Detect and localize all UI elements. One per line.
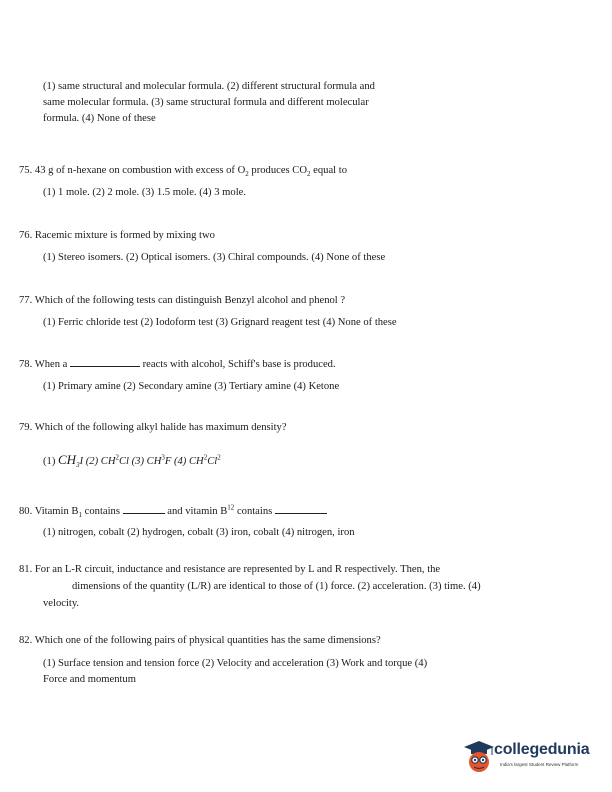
q82-option-line-2: Force and momentum (43, 674, 136, 685)
q75-stem: 75. 43 g of n-hexane on combustion with excess of $O_2$ produces $CO_2$ equal to (19, 165, 348, 179)
q77-options: (1) Ferric chloride test (2) Iodoform test (3) Grignard reagent test (4) None of these (43, 317, 397, 328)
q81-line-1: 81. For an L-R circuit, inductance and resistance are represented by L and R respectively. Then, the (19, 564, 441, 575)
q80-options: (1) nitrogen, cobalt (2) hydrogen, cobalt (3) iron, cobalt (4) nitrogen, iron (43, 527, 355, 538)
q79-options: (1) $CH_3I$ (2) $CH^2Cl$ (3) $CH^3F$ (4) $CH^2Cl^2$ (43, 452, 221, 470)
collegedunia-logo (462, 738, 592, 778)
q78-options: (1) Primary amine (2) Secondary amine (3) Tertiary amine (4) Ketone (43, 381, 340, 392)
q74-option-line-2: same molecular formula. (3) same structural formula and different molecular (43, 97, 369, 108)
q82-option-line-1: (1) Surface tension and tension force (2) Velocity and acceleration (3) Work and torque (4) (43, 658, 428, 669)
q76-stem: 76. Racemic mixture is formed by mixing two (19, 230, 215, 241)
q74-option-line-1: (1) same structural and molecular formula. (2) different structural formula and (43, 81, 375, 92)
q75-options: (1) 1 mole. (2) 2 mole. (3) 1.5 mole. (4) 3 mole. (43, 187, 246, 198)
q82-stem: 82. Which one of the following pairs of physical quantities has the same dimensions? (19, 635, 381, 646)
q76-options: (1) Stereo isomers. (2) Optical isomers. (3) Chiral compounds. (4) None of these (43, 252, 386, 263)
logo-wordmark: collegedunia (494, 741, 590, 758)
q80-blank-2 (275, 504, 327, 514)
q79-stem: 79. Which of the following alkyl halide has maximum density? (19, 422, 287, 433)
q80-blank-1 (123, 504, 165, 514)
q78-blank (70, 357, 140, 367)
q74-option-line-3: formula. (4) None of these (43, 113, 156, 124)
q80-stem: 80. Vitamin $B_1$ contains and vitamin $B^{12}$ contains (19, 504, 327, 518)
q77-stem: 77. Which of the following tests can distinguish Benzyl alcohol and phenol ? (19, 295, 346, 306)
q78-stem: 78. When a reacts with alcohol, Schiff's base is produced. (19, 359, 336, 370)
graduate-mascot-icon (462, 738, 496, 774)
logo-tagline: India's largest Student Review Platform (500, 762, 579, 767)
q81-line-3: velocity. (43, 598, 80, 609)
q81-line-2: dimensions of the quantity (L/R) are identical to those of (1) force. (2) acceleration. (3) time. (4) (72, 581, 481, 592)
